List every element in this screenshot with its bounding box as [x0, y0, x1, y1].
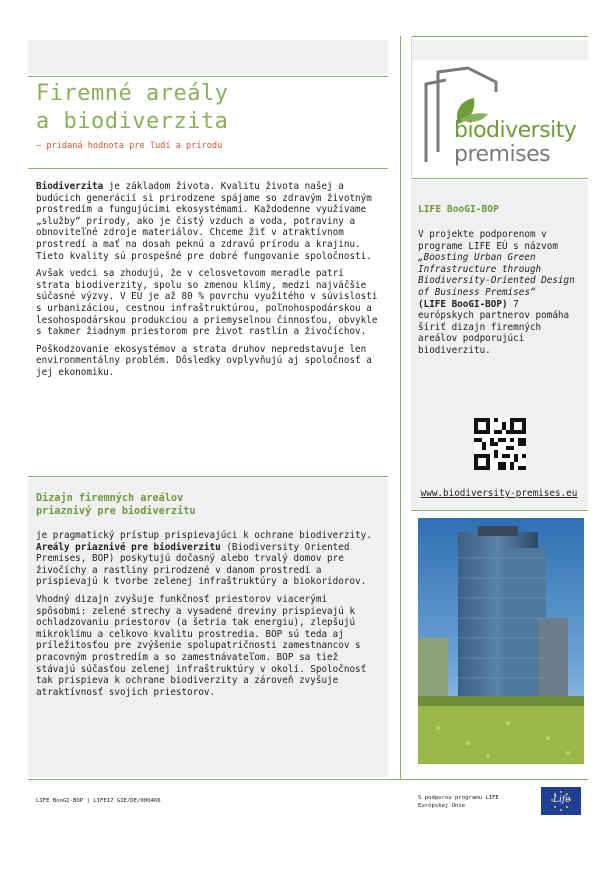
sidebar-text-bold: (LIFE BooGI-BOP) — [418, 298, 508, 310]
building-photo — [418, 518, 584, 764]
intro-bold-term: Biodiverzita — [36, 181, 104, 192]
footer-support-line2: Európskej Únie — [418, 803, 466, 809]
divider — [28, 76, 388, 77]
intro-text — [36, 181, 378, 379]
qr-code-icon — [474, 418, 526, 470]
website-link-text[interactable]: www.biodiversity-premises.eu — [420, 488, 578, 499]
design-p1-bold: Areály priaznivé pre biodiverzitu — [36, 541, 221, 553]
divider — [28, 168, 388, 169]
design-heading-line1: Dizajn firemných areálov — [36, 493, 184, 504]
divider — [411, 36, 588, 37]
sidebar-text-italic: „Boosting Urban Green Infrastructure through Biodiversity-Oriented Design of Business Premises“ — [418, 252, 575, 298]
biodiversity-premises-logo — [418, 62, 588, 172]
divider — [411, 510, 588, 511]
divider — [28, 779, 588, 780]
logo-text-line2: premises — [454, 142, 551, 167]
divider — [28, 476, 388, 477]
eu-logo-text: Life — [553, 795, 571, 805]
design-p1-start: je pragmatický prístup prispievajúci k ochrane biodiverzity. — [36, 530, 372, 541]
sidebar-heading: LIFE BooGI-BOP — [418, 204, 499, 215]
intro-paragraph-1: je základom života. Kvalitu života našej a budúcich generácií si prirodzene spájame so zdravým životným prostredím a fungujúcimi ekosystémami. Každodenne využívame „služby“ prírody, ako je čistý vzduch a voda, potraviny a obnoviteľné zdroje materiálov. Chceme žiť v atraktívnom prostredí a mať na dosah peknú a zdravú prírodu a krajinu. Tieto kvality sú prospešné pre dobré fungovanie spoločnosti. — [36, 181, 372, 262]
website-link[interactable] — [418, 481, 580, 500]
logo-text-line1: biodiversity — [454, 118, 577, 143]
sidebar-text-end: 7 európskych partnerov pomáha šíriť dizajn firemných areálov podporujúci biodiverzitu. — [418, 298, 570, 356]
page-title-line2: a biodiverzita — [36, 109, 229, 134]
sidebar-text — [418, 229, 580, 357]
divider — [411, 178, 588, 179]
eu-life-logo — [541, 787, 581, 815]
design-p1-rest: (Biodiversity Oriented Premises, BOP) poskytujú dočasný alebo trvalý domov pre živočíchy a rastliny prirodzené v danom prostredí a prispievajú k tvorbe zelenej infraštruktúry a biokoridorov. — [36, 541, 367, 588]
footer-project-id: LIFE BooGI-BOP | LIFE17 GIE/DE/000466 — [36, 798, 161, 804]
design-text — [36, 530, 378, 698]
intro-paragraph-3: Poškodzovanie ekosystémov a strata druhov nepredstavuje len environmentálny problém. Dôsledky ovplyvňujú aj spoločnosť a jej ekonomiku. — [36, 343, 372, 378]
page-title-line1: Firemné areály — [36, 81, 229, 106]
header-band-left — [28, 40, 388, 74]
intro-paragraph-2: Avšak vedci sa zhodujú, že v celosvetovom meradle patrí strata biodiverzity, spolu so zmenou klímy, medzi najväčšie súčasné výzvy. V EÚ je až 80 % povrchu využitého v súvislosti s urbanizáciou, cestnou infraštruktúrou, poľnohospodárskou a lesohospodárskou produkciou a priemyselnou činnosťou, obvykle s takmer žiadnym priestorom pre život rastlín a živočíchov. — [36, 268, 378, 338]
sidebar-text-start: V projekte podporenom v programe LIFE EÚ s názvom — [418, 229, 558, 252]
footer-support-line1: S podporou programu LIFE — [418, 795, 499, 801]
design-heading-line2: priaznivý pre biodiverzitu — [36, 506, 196, 517]
page-subtitle: – pridaná hodnota pre ľudí a prírodu — [36, 141, 223, 151]
column-divider — [400, 36, 401, 779]
design-paragraph-2: Vhodný dizajn zvyšuje funkčnosť priestorov viacerými spôsobmi: zelené strechy a vysadené dreviny prispievajú k ochladzovaniu priestorov (a šetria tak energiu), zlepšujú mikroklímu a celkovo kvalitu prostredia. BOP sú teda aj príležitosťou pre zvýšenie spolupatričnosti zamestnancov s pracovným prostredím a so zamestnávateľom. BOP sa tiež stávajú súčasťou zelenej infraštruktúry v okolí. Spoločnosť tak prispieva k ochrane biodiverzity a zároveň zvyšuje atraktívnosť svojich priestorov. — [36, 593, 367, 698]
header-band-right — [411, 40, 588, 60]
